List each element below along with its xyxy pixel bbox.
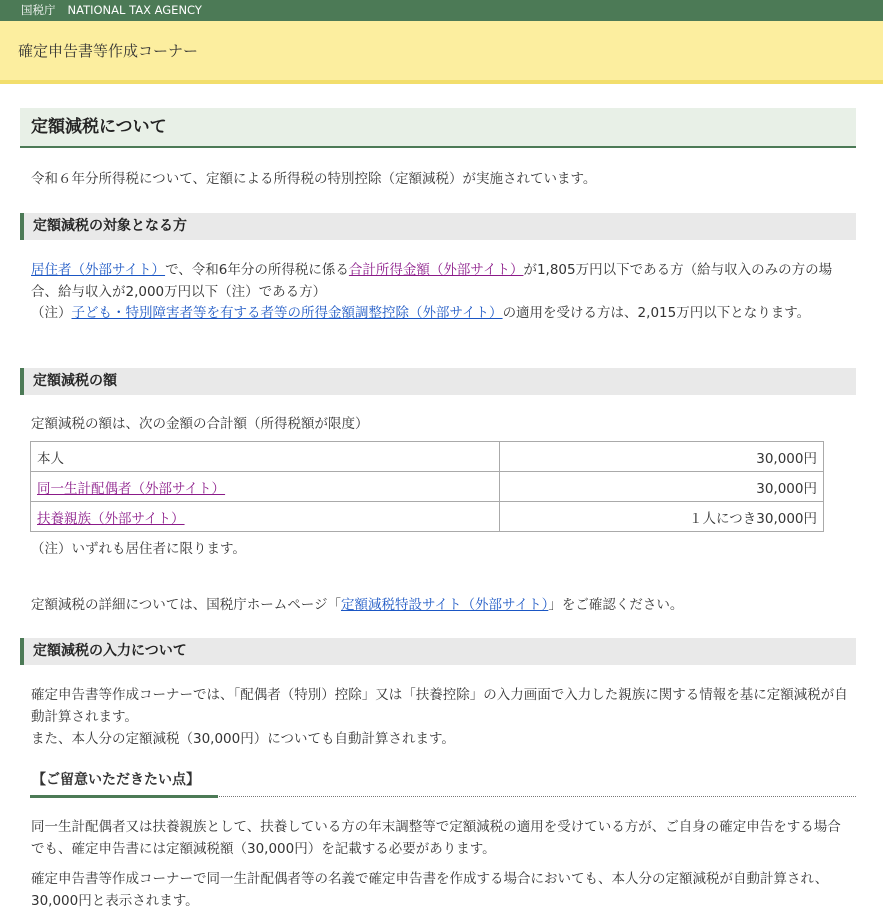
amount-table bbox=[30, 441, 824, 532]
section-heading-target: 定額減税の対象となる方 bbox=[20, 213, 856, 240]
detail-text bbox=[31, 595, 851, 617]
resident-link[interactable]: 居住者（外部サイト） bbox=[31, 262, 166, 278]
section-heading-input: 定額減税の入力について bbox=[20, 638, 856, 665]
amount-label-cell bbox=[31, 472, 500, 502]
amount-note: （注）いずれも居住者に限ります。 bbox=[31, 541, 246, 557]
table-row bbox=[31, 442, 824, 472]
spouse-link[interactable]: 同一生計配偶者（外部サイト） bbox=[37, 480, 226, 497]
notice-paragraph-2: 確定申告書等作成コーナーで同一生計配偶者等の名義で確定申告書を作成する場合においても、本人分の定額減税が自動計算され、30,000円と表示されます。 bbox=[31, 871, 829, 909]
table-row bbox=[31, 472, 824, 502]
dependents-link[interactable]: 扶養親族（外部サイト） bbox=[37, 510, 185, 527]
input-paragraph-2: また、本人分の定額減税（30,000円）についても自動計算されます。 bbox=[31, 731, 455, 747]
amount-value: 30,000円 bbox=[500, 472, 824, 502]
amount-lead: 定額減税の額は、次の金額の合計額（所得税額が限度） bbox=[31, 416, 369, 432]
income-adjustment-link[interactable]: 子ども・特別障害者等を有する者等の所得金額調整控除（外部サイト） bbox=[71, 305, 503, 321]
input-paragraph-1: 確定申告書等作成コーナーでは、「配偶者（特別）控除」又は「扶養控除」の入力画面で入力した親族に関する情報を基に定額減税が自動計算されます。 bbox=[31, 687, 848, 725]
table-row bbox=[31, 502, 824, 532]
target-note-suffix: の適用を受ける方は、2,015万円以下となります。 bbox=[502, 305, 811, 321]
notice-paragraph-1: 同一生計配偶者又は扶養親族として、扶養している方の年末調整等で定額減税の適用を受けている方が、ご自身の確定申告をする場合でも、確定申告書には定額減税額（30,000円）を記載する必要があります。 bbox=[31, 819, 841, 857]
target-text-1: で、令和6年分の所得税に係る bbox=[165, 262, 349, 278]
total-income-link[interactable]: 合計所得金額（外部サイト） bbox=[348, 262, 524, 278]
detail-prefix: 定額減税の詳細については、国税庁ホームページ「 bbox=[31, 597, 341, 613]
detail-suffix: 」をご確認ください。 bbox=[548, 597, 684, 613]
amount-label-cell bbox=[31, 502, 500, 532]
amount-value: １人につき30,000円 bbox=[500, 502, 824, 532]
agency-bar bbox=[0, 0, 883, 21]
site-title: 確定申告書等作成コーナー bbox=[18, 42, 199, 60]
amount-label: 本人 bbox=[31, 442, 500, 472]
amount-value: 30,000円 bbox=[500, 442, 824, 472]
target-note-prefix: （注） bbox=[31, 305, 72, 321]
intro-text: 令和６年分所得税について、定額による所得税の特別控除（定額減税）が実施されています。 bbox=[31, 171, 597, 187]
target-text-2: が1,805万円以下である方（給与収入のみの方の場合、給与収入が2,000万円以下（注）である方） bbox=[31, 262, 833, 300]
page-title: 定額減税について bbox=[20, 108, 856, 148]
notice-heading: 【ご留意いただきたい点】 bbox=[30, 770, 856, 797]
site-header bbox=[0, 21, 883, 84]
section-heading-amount: 定額減税の額 bbox=[20, 368, 856, 395]
agency-name-jp: 国税庁 bbox=[21, 3, 56, 17]
special-site-link[interactable]: 定額減税特設サイト（外部サイト） bbox=[340, 597, 549, 613]
target-description bbox=[31, 260, 851, 325]
agency-name-en: NATIONAL TAX AGENCY bbox=[67, 3, 202, 17]
